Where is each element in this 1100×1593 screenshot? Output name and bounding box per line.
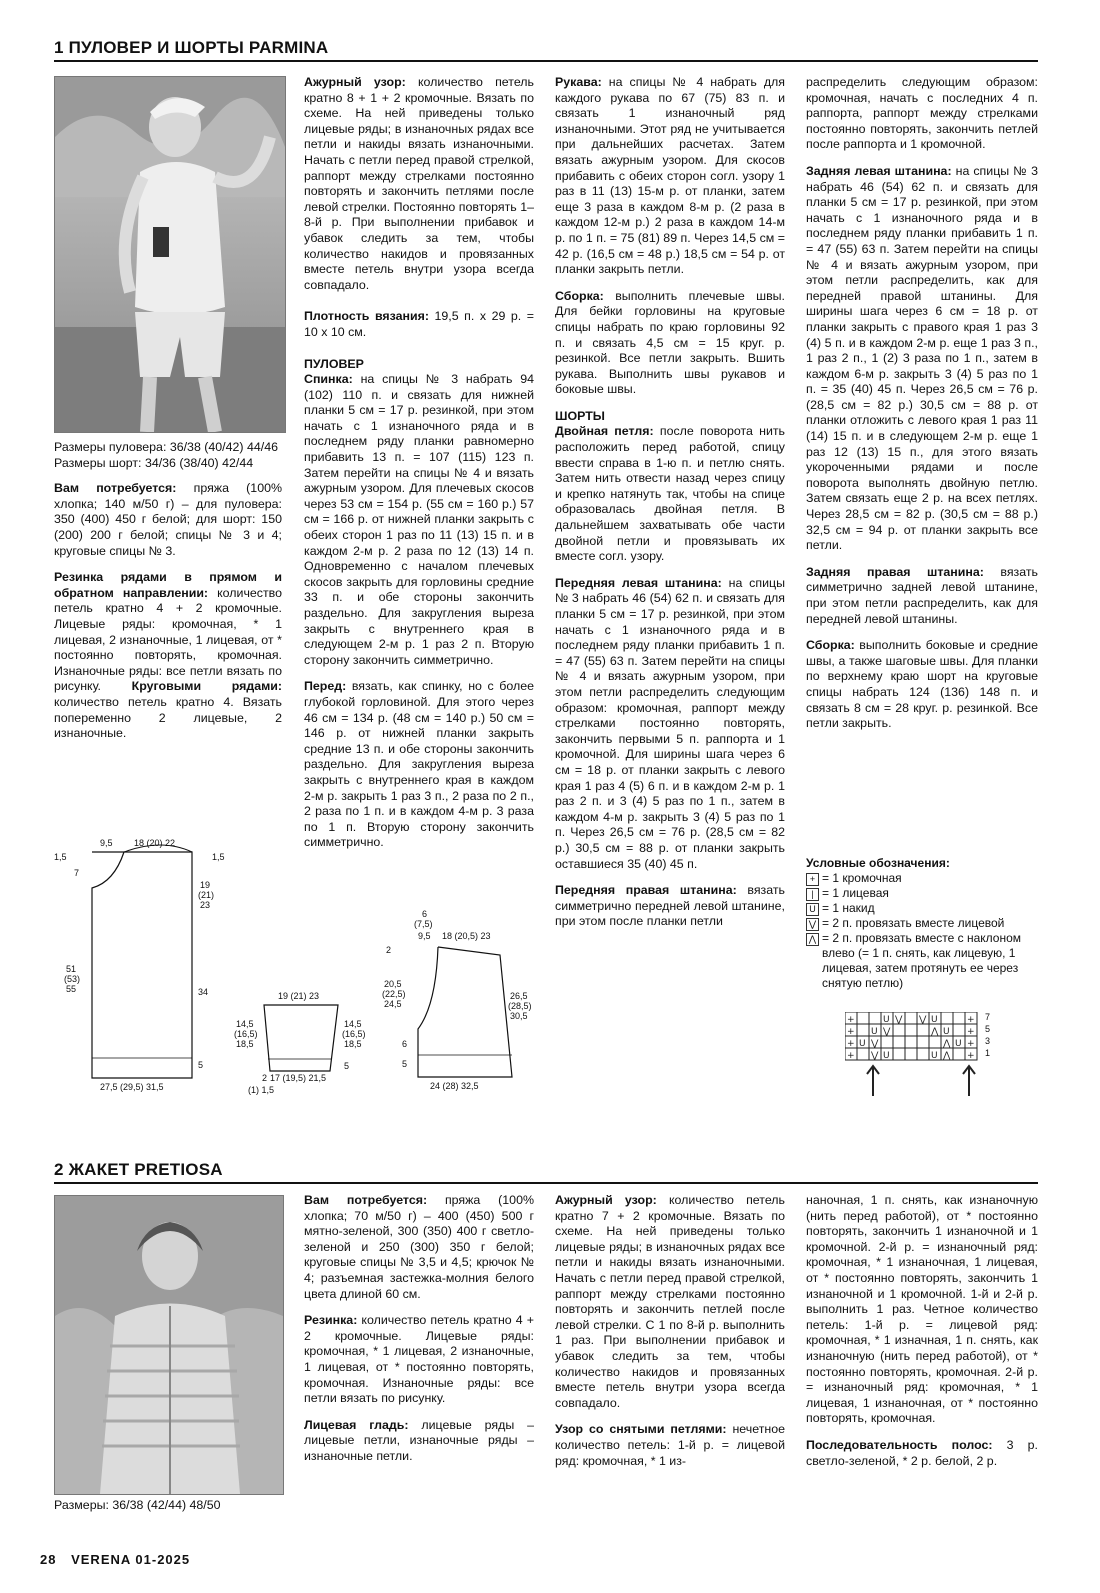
dim-label: 1,5 <box>212 852 225 862</box>
dim-label: 19 (21) 23 <box>278 991 320 1001</box>
dim-label: 24,5 <box>384 999 402 1009</box>
round-text: количество петель кратно 4. Вязать попеременно 2 лицевые, 2 изнаночные. <box>54 694 282 741</box>
jacket-needs-heading: Вам потребуется: <box>304 1193 428 1207</box>
svg-text:+: + <box>847 1015 855 1025</box>
dim-label: 17 (19,5) 21,5 <box>270 1073 327 1083</box>
dim-label: (7,5) <box>414 919 433 929</box>
svg-text:⋁: ⋁ <box>871 1039 879 1049</box>
dim-label: 1,5 <box>54 852 67 862</box>
legend-item: | = 1 лицевая <box>806 886 1038 901</box>
dim-label: 24 (28) 32,5 <box>430 1081 479 1091</box>
dim-label: 14,5 <box>344 1019 362 1029</box>
magazine-name: VERENA 01-2025 <box>71 1552 191 1567</box>
legend-item: + = 1 кромочная <box>806 871 1038 886</box>
dim-label: 23 <box>200 900 211 910</box>
assembly-text: выполнить плечевые швы. Для бейки горловины на круговые спицы набрать по краю горловины 92 п. и связать 4,5 см = 15 круг. р. резинкой. Все петли закрыть. Вшить рукава. Выполнить швы рукавов и боковые швы. <box>555 288 785 397</box>
lace-chart <box>845 1012 1005 1102</box>
column-1 <box>54 440 282 753</box>
legend-item: ⋁ = 2 п. провязать вместе лицевой <box>806 916 1038 931</box>
back-left-leg-text: на спицы № 3 набрать 46 (54) 62 п. и связать для планки 5 см = 17 р. резинкой, при этом начать с 1 изнаночного ряда и в последнем ряду планки прибавить 1 п. = 47 (55) 63 п. Затем перейти на спицы № 4 и вязать ажурным узором, при этом петли распределить, как для передней правой штанины. Для ширины шага через 6 см = 18 р. от планки закрыть с правого края 1 раз 3 (4) 5 п. и в каждом 2-м р. еще 1 раз 3 п., 1 раз 2 п., 1 (2) 3 раза по 1 п., затем в каждом 6-м р. закрыть 3 (4) 5 раз по 1 п. = 35 (40) 45 п. Через 26,5 см = 76 р. (28,5 см = 82 р.) 30,5 см = 88 р. от планки отложить с левого края 1 раз 11 (14) 15 п. и в следующем 2-м р. еще 1 раз 12 (13) 15 п., для этого вязать укороченными рядами и после поворота выполнять двойную петлю. Затем связать еще 2 р. на всех петлях. Через 28,5 см = 82 р. (30,5 см = 88 р.) 32,5 см = 94 р. от планки закрыть все петли. <box>806 163 1038 553</box>
jacket-lace-heading: Ажурный узор: <box>555 1193 657 1207</box>
column-2 <box>304 75 534 862</box>
k2tog-symbol-icon: ⋁ <box>806 918 819 931</box>
dim-label: (22,5) <box>382 989 406 999</box>
dim-label: 26,5 <box>510 991 528 1001</box>
jacket-column-4 <box>806 1193 1038 1480</box>
dim-label: (53) <box>64 974 81 984</box>
back-right-leg-heading: Задняя правая штанина: <box>806 564 984 579</box>
jacket-photo <box>54 1195 284 1495</box>
front-left-leg-text: на спицы № 3 набрать 46 (54) 62 п. и связать для планки 5 см = 17 р. резинкой, при этом начать с 1 изнаночного ряда и в последнем ряду планки прибавить 1 п. = 47 (55) 63 п. Затем перейти на спицы № 4 и вязать ажурным узором, при этом петли распределить следующим образом: кромочная, раппорт между стрелками постоянно повторять, закончить первыми 5 п. раппорта и 1 кромочной. Для ширины шага через 6 см = 18 р. от планки закрыть с левого края 1 раз 4 (5) 6 п. и в каждом 2-м р. 1 раз 2 п. и 3 (4) 5 раз по 1 п., затем в каждом 4-м р. закрыть 3 (4) 5 раз по 1 п. Через 26,5 см = 76 р. (28,5 см = 82 р.) 30,5 см = 88 р. от планки закрыть оставшиеся 35 (40) 45 п. <box>555 575 785 871</box>
dim-label: (16,5) <box>234 1029 258 1039</box>
sleeve-heading: Рукава: <box>555 75 602 89</box>
density-heading: Плотность вязания: <box>304 309 429 324</box>
chart-row-label: 5 <box>985 1024 991 1034</box>
svg-text:⋁: ⋁ <box>883 1027 891 1037</box>
pullover-photo <box>54 76 286 433</box>
dim-label: 6 <box>422 909 428 919</box>
svg-text:U: U <box>883 1051 890 1061</box>
dim-label: 18 (20) 22 <box>134 838 176 848</box>
shorts-assembly-heading: Сборка: <box>806 638 855 653</box>
dim-label: 19 <box>200 880 211 890</box>
pullover-heading: ПУЛОВЕР <box>304 356 364 371</box>
svg-text:⋀: ⋀ <box>943 1051 951 1061</box>
legend-item: ⋀ = 2 п. провязать вместе с наклоном влево (= 1 п. снять, как лицевую, 1 лицевая, затем протянуть ее через снятую петлю) <box>806 931 1038 991</box>
svg-text:U: U <box>871 1027 878 1037</box>
jacket-rib-heading: Резинка: <box>304 1313 358 1328</box>
back-heading: Спинка: <box>304 372 353 387</box>
dim-label: 18 (20,5) 23 <box>442 931 491 941</box>
svg-text:⋁: ⋁ <box>895 1015 903 1025</box>
dim-label: 18,5 <box>236 1039 254 1049</box>
needs-text: пряжа (100% хлопка; 140 м/50 г) – для пуловера: 350 (400) 450 г белой; для шорт: 150 (200) 200 г белой; спицы № 3 и 4; круговые спицы № 3. <box>54 481 282 558</box>
front-left-leg-heading: Передняя левая штанина: <box>555 575 722 590</box>
legend-title: Условные обозначения: <box>806 856 950 870</box>
section-1-rule <box>54 60 1038 62</box>
symbol-legend <box>806 856 1038 991</box>
knit-symbol-icon: | <box>806 888 819 901</box>
lace-text: количество петель кратно 8 + 1 + 2 кромочные. Вязать по схеме. На ней приведены только лицевые ряды; в изнаночных рядах все петли и накиды вязать изнаночными. Начать с петли перед правой стрелкой, раппорт между стрелками постоянно повторять и закончить петлями после левой стрелки. Постоянно повторять 1–8-й р. При выполнении прибавок и убавок следить за тем, чтобы количество накидов и провязанных вместе петель внутри узора всегда совпадало. <box>304 75 534 292</box>
jacket-rib-text: количество петель кратно 4 + 2 кромочные. Лицевые ряды: кромочная, * 1 лицевая, 2 изнаночные, 1 лицевая, от * постоянно повторять, кромочная. Изнаночные ряды: все петли вязать по рисунку. <box>304 1313 534 1406</box>
dim-label: 51 <box>66 964 77 974</box>
svg-text:U: U <box>931 1051 938 1061</box>
jacket-column-2 <box>304 1193 534 1476</box>
rib-text: количество петель кратно 4 + 2 кромочные. Лицевые ряды: кромочная, * 1 лицевая, 2 изнаночные, 1 лицевая, от * постоянно повторять, кромочная. Изнаночные ряды: все петли вязать по рисунку. <box>54 585 282 694</box>
dim-label: 20,5 <box>384 979 402 989</box>
stockinette-heading: Лицевая гладь: <box>304 1417 409 1432</box>
page-number: 28 <box>40 1552 57 1567</box>
double-stitch-text: после поворота нить расположить перед работой, спицу ввести справа в 1-ю п. и петлю снять. Затем нить отвести назад через спицу и крепко натянуть так, чтобы на спице образовалась двойная петля. В дальнейшем захватывать обе части двойной петли и провязывать их вместе согл. узору. <box>555 424 785 564</box>
double-stitch-heading: Двойная петля: <box>555 424 654 439</box>
needs-heading: Вам потребуется: <box>54 481 177 496</box>
slip-stitch-continued-text: наночная, 1 п. снять, как изнаночную (нить перед работой), от * постоянно повторять, закончить 1 изнаночной и 1 кромочной. 2-й р. = изнаночный ряд: кромочная, * 1 изнаночная, 1 лицевая, от * постоянно повторять, закончить 1 изнаночной и 1 кромочной. 1-й и 2-й р. выполнить 1 раз. Четное количество петель: 1-й р. = лицевой ряд: кромочная, * 1 изначная, 1 п. снять, как изнаночную (нить перед работой), от * постоянно повторять, кромочная. 2-й р. = изнаночный ряд: кромочная, * 1 лицевая, 1 изнаночная, от * постоянно повторять, кромочная. <box>806 1193 1038 1426</box>
selvage-symbol-icon: + <box>806 873 819 886</box>
chart-row-label: 3 <box>985 1036 991 1046</box>
chart-row-label: 1 <box>985 1048 991 1058</box>
svg-text:⋁: ⋁ <box>871 1051 879 1061</box>
svg-text:+: + <box>967 1015 975 1025</box>
sleeve-schematic <box>230 985 380 1100</box>
front-right-leg-text: вязать симметрично передней левой штанине, при этом после планки петли <box>555 883 785 929</box>
chart-row-label: 7 <box>985 1012 991 1022</box>
dim-label: 5 <box>198 1060 204 1070</box>
svg-text:+: + <box>967 1027 975 1037</box>
dim-label: (1) 1,5 <box>248 1085 275 1095</box>
ssk-symbol-icon: ⋀ <box>806 933 819 946</box>
stripe-sequence-text: 3 р. светло-зеленой, * 2 р. белой, 2 р. <box>806 1437 1038 1468</box>
front-text: вязать, как спинку, но с более глубокой горловиной. Для этого через 46 см = 134 р. (48 см = 140 р.) 50 см = 146 р. от нижней планки закрыть средние 13 п. и обе стороны закончить раздельно. Для закругления выреза закрыть с внутреннего края в каждом 2-м р. закрыть 1 раз 3 п., 2 раза по 2 п., 2 раза по 1 п. и в каждом 4-м р. 3 раза по 1 п. Вторую сторону закончить симметрично. <box>304 679 534 850</box>
dim-label: 55 <box>66 984 77 994</box>
legend-item: U = 1 накид <box>806 901 1038 916</box>
dim-label: 30,5 <box>510 1011 528 1021</box>
section-1-title: 1 ПУЛОВЕР И ШОРТЫ PARMINA <box>54 38 329 57</box>
dim-label: (16,5) <box>342 1029 366 1039</box>
svg-text:+: + <box>967 1039 975 1049</box>
stripe-sequence-heading: Последовательность полос: <box>806 1437 993 1452</box>
stockinette-text: лицевые ряды – лицевые петли, изнаночные ряды – изнаночные петли. <box>304 1417 534 1463</box>
dim-label: (21) <box>198 890 215 900</box>
assembly-heading: Сборка: <box>555 288 604 303</box>
dim-label: 7 <box>74 868 80 878</box>
dim-label: 2 <box>262 1073 268 1083</box>
shorts-schematic <box>380 905 540 1100</box>
round-heading: Круговыми рядами: <box>131 679 282 694</box>
front-right-leg-heading: Передняя правая штанина: <box>555 883 737 898</box>
section-2-rule <box>54 1182 1038 1184</box>
jacket-column-3 <box>555 1193 785 1480</box>
lace-heading: Ажурный узор: <box>304 75 406 89</box>
pullover-sizes: Размеры пуловера: 36/38 (40/42) 44/46 <box>54 440 278 454</box>
slip-stitch-heading: Узор со снятыми петлями: <box>555 1422 727 1437</box>
svg-text:+: + <box>967 1051 975 1061</box>
dim-label: 5 <box>344 1061 350 1071</box>
dim-label: 5 <box>402 1059 408 1069</box>
jacket-sizes: Размеры: 36/38 (42/44) 48/50 <box>54 1498 221 1512</box>
svg-text:U: U <box>943 1027 950 1037</box>
svg-text:U: U <box>859 1039 866 1049</box>
dim-label: 34 <box>198 987 209 997</box>
shorts-assembly-text: выполнить боковые и средние швы, а также шаговые швы. Для планки по верхнему краю шорт на круговые спицы набрать 124 (136) 148 п. и связать 8 см = 28 круг. р. резинкой. Все петли закрыть. <box>806 638 1038 731</box>
shorts-sizes: Размеры шорт: 34/36 (38/40) 42/44 <box>54 455 254 470</box>
column-3 <box>555 75 785 941</box>
section-2-title: 2 ЖАКЕТ PRETIOSA <box>54 1160 223 1179</box>
dim-label: 6 <box>402 1039 408 1049</box>
svg-text:⋁: ⋁ <box>919 1015 927 1025</box>
svg-text:U: U <box>883 1015 890 1025</box>
rib-heading: Резинка рядами в прямом и обратном направлении: <box>54 570 282 600</box>
slip-stitch-text: нечетное количество петель: 1-й р. = лицевой ряд: кромочная, * 1 из- <box>555 1422 785 1468</box>
svg-text:⋀: ⋀ <box>931 1027 939 1037</box>
svg-text:+: + <box>847 1027 855 1037</box>
back-text: на спицы № 3 набрать 94 (102) 110 п. и связать для нижней планки 5 см = 17 р. резинкой, при этом начать с 1 изнаночного ряда и в последнем ряду планки равномерно прибавить 13 п. = 107 (115) 123 п. Затем перейти на спицы № 4 и вязать ажурным узором. Для плечевых скосов через 53 см = 154 р. (55 см = 160 р.) 57 см = 166 р. от нижней планки закрыть с обеих сторон 1 раз по 11 (13) 15 п. и в каждом 2-м р. 2 раза по 12 (13) 14 п. Одновременно с началом плечевых скосов закрыть для горловины средние 33 п. и обе стороны закончить раздельно. Для закругления выреза закрыть с внутреннего края в следующем 2-м р. 1 раз 2 п. Вторую сторону закончить симметрично. <box>304 372 534 667</box>
svg-text:U: U <box>931 1015 938 1025</box>
dim-label: 27,5 (29,5) 31,5 <box>100 1082 164 1092</box>
svg-text:+: + <box>847 1039 855 1049</box>
back-left-leg-heading: Задняя левая штанина: <box>806 163 952 178</box>
dim-label: (28,5) <box>508 1001 532 1011</box>
dim-label: 9,5 <box>100 838 113 848</box>
density-text: 19,5 п. х 29 р. = 10 х 10 см. <box>304 309 534 339</box>
dim-label: 14,5 <box>236 1019 254 1029</box>
dim-label: 18,5 <box>344 1039 362 1049</box>
jacket-needs-text: пряжа (100% хлопка; 70 м/50 г) – 400 (450) 500 г мятно-зеленой, 300 (350) 400 г светло-зеленой и 250 (300) 350 г белой; круговые спицы № 3,5 и 4,5; крючок № 4; разъемная застежка-молния белого цвета длиной 60 см. <box>304 1193 534 1301</box>
column-4 <box>806 75 1038 743</box>
sleeve-text: на спицы № 4 набрать для каждого рукава по 67 (75) 83 п. и связать 1 изнаночный ряд изнаночными. Этот ряд не учитывается при дальнейших расчетах. Затем вязать ажурным узором. Для скосов прибавить с обеих сторон согл. узору 1 раз в 11 (13) 15-м р. от планки, затем еще 3 раза в каждом 8-м р. (2 раза в каждом 12-м р.) 2 раза в каждом 14-м р. по 1 п. = 75 (81) 89 п. Через 14,5 см = 42 р. (16,5 см = 48 р.) 18,5 см = 54 р. от планки закрыть петли. <box>555 75 785 277</box>
page-footer <box>40 1552 190 1567</box>
svg-text:+: + <box>847 1051 855 1061</box>
shorts-heading: ШОРТЫ <box>555 408 605 423</box>
jacket-lace-text: количество петель кратно 7 + 2 кромочные. Вязать по схеме. На ней приведены только лицевые ряды; в изнаночных рядах все петли и накиды вязать изнаночными. Начать с петли перед правой стрелкой, раппорт между стрелками постоянно повторять и закончить петлей после левой стрелки. С 1 по 8-й р. выполнить 1 раз. При выполнении прибавок и убавок следить за тем, чтобы количество накидов и провязанных вместе петель внутри узора всегда совпадало. <box>555 1193 785 1410</box>
right-leg-continued-text: распределить следующим образом: кромочная, начать с последних 4 п. раппорта, раппорт между стрелками постоянно повторять, закончить петлей после раппорта и 1 кромочной. <box>806 75 1038 152</box>
dim-label: 2 <box>386 945 392 955</box>
svg-text:⋀: ⋀ <box>943 1039 951 1049</box>
dim-label: 9,5 <box>418 931 431 941</box>
pullover-schematic <box>52 830 242 1100</box>
front-heading: Перед: <box>304 679 347 694</box>
yarn-over-symbol-icon: U <box>806 903 819 916</box>
svg-text:U: U <box>955 1039 962 1049</box>
back-right-leg-text: вязать симметрично задней левой штанине, при этом петли распределить, как для передней левой штанины. <box>806 564 1038 626</box>
